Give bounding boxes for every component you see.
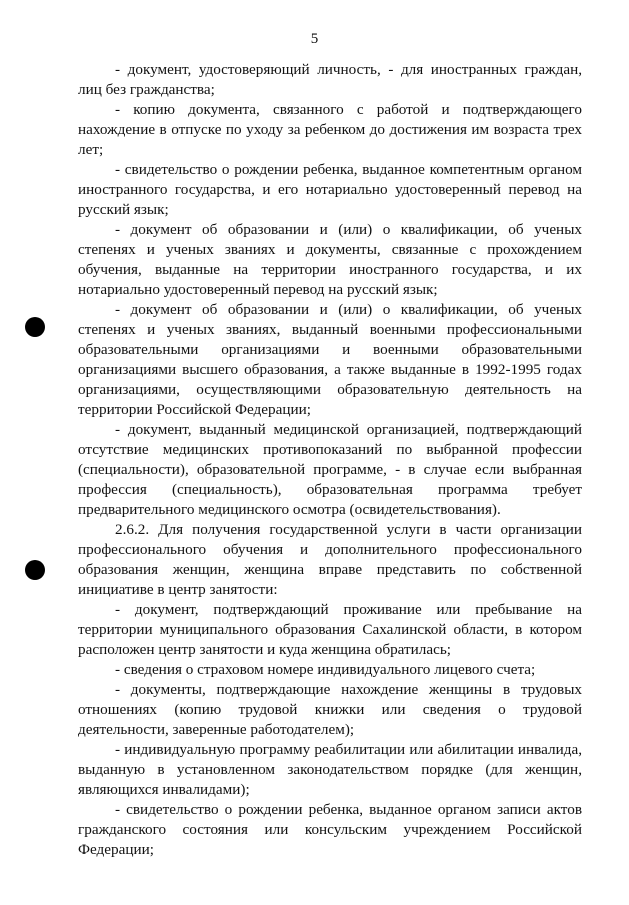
page-number: 5	[310, 31, 319, 47]
paragraph: - свидетельство о рождении ребенка, выданное органом записи актов гражданского состояния или консульским учреждением Российской Федерации;	[78, 801, 582, 858]
paragraph: - документ, подтверждающий проживание или пребывание на территории муниципального образования Сахалинской области, в котором расположен центр занятости и куда женщина обратилась;	[78, 601, 582, 658]
paragraph: - сведения о страховом номере индивидуального лицевого счета;	[115, 661, 536, 678]
paragraph: - документ об образовании и (или) о квалификации, об ученых степенях и ученых званиях и документы, связанные с прохождением обучения, выданные на территории иностранного государства, и их нотариально удостоверенный перевод на русский язык;	[78, 221, 582, 298]
paragraph: - индивидуальную программу реабилитации или абилитации инвалида, выданную в установленном законодательством порядке (для женщин, являющихся инвалидами);	[78, 741, 582, 798]
paragraph: - документы, подтверждающие нахождение женщины в трудовых отношениях (копию трудовой книжки или сведения о трудовой деятельности, заверенные работодателем);	[78, 681, 582, 738]
paragraph: 2.6.2. Для получения государственной услуги в части организации профессионального обучения и дополнительного профессионального образования женщин, женщина вправе представить по собственной инициативе в центр занятости:	[78, 521, 582, 598]
paragraph: - документ, выданный медицинской организацией, подтверждающий отсутствие медицинских противопоказаний по выбранной профессии (специальности), образовательной программе, - в случае если выбранная профессия (специальность), образовательная программа требует предварительного медицинского осмотра (освидетельствования).	[78, 421, 582, 518]
punch-hole-top	[25, 317, 45, 337]
document-body	[78, 60, 582, 860]
paragraph: - документ, удостоверяющий личность, - для иностранных граждан, лиц без гражданства;	[78, 61, 582, 98]
punch-hole-bottom	[25, 560, 45, 580]
paragraph: - копию документа, связанного с работой и подтверждающего нахождение в отпуске по уходу за ребенком до достижения им возраста трех лет;	[78, 101, 582, 158]
paragraph: - свидетельство о рождении ребенка, выданное компетентным органом иностранного государства, и его нотариально удостоверенный перевод на русский язык;	[78, 161, 582, 218]
paragraph: - документ об образовании и (или) о квалификации, об ученых степенях и ученых званиях, выданный военными профессиональными образовательными организациями и военными образовательными организациями высшего образования, а также выданные в 1992-1995 годах организациями, осуществляющими образовательную деятельность на территории Российской Федерации;	[78, 301, 582, 418]
